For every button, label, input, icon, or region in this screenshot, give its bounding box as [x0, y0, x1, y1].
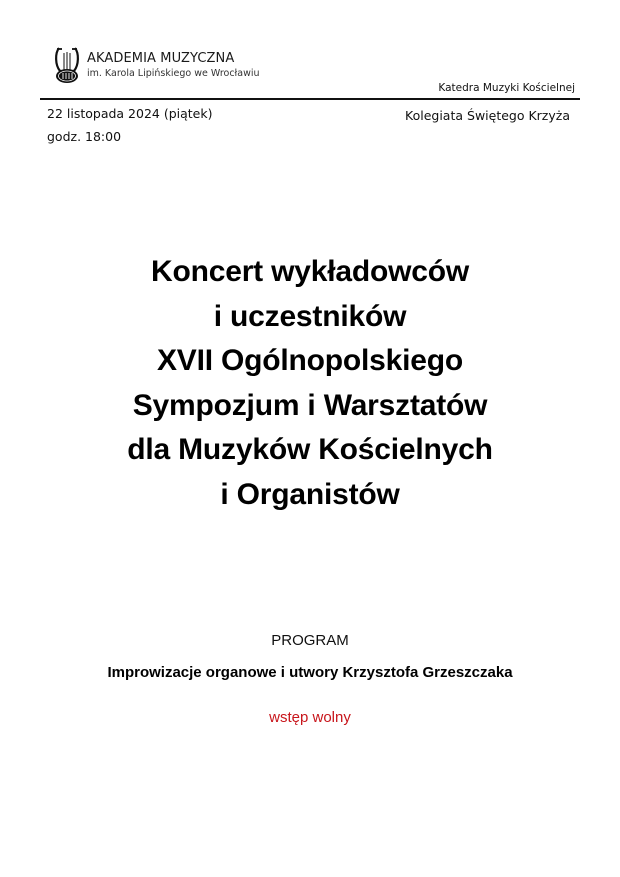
title-line: XVII Ogólnopolskiego [156, 344, 464, 377]
institution-name: AKADEMIA MUZYCZNA [87, 50, 235, 66]
title-line: dla Muzyków Kościelnych [127, 433, 493, 466]
institution-name-block [87, 52, 260, 79]
event-time: godz. 18:00 [47, 129, 122, 144]
header-divider [40, 98, 580, 100]
event-venue: Kolegiata Świętego Krzyża [405, 108, 570, 123]
admission-note: wstęp wolny [269, 709, 351, 726]
concert-title [0, 250, 620, 517]
program-heading: PROGRAM [271, 632, 349, 649]
department-name: Katedra Muzyki Kościelnej [438, 82, 575, 94]
program-description: Improwizacje organowe i utwory Krzysztofa Grzeszczaka [107, 664, 513, 681]
title-line: Koncert wykładowców [151, 255, 469, 288]
institution-subtitle: im. Karola Lipińskiego we Wrocławiu [87, 67, 260, 79]
lyre-icon [53, 45, 81, 85]
institution-logo [53, 45, 260, 85]
title-line: i uczestników [213, 299, 407, 333]
title-line: i Organistów [220, 477, 400, 511]
title-line: Sympozjum i Warsztatów [132, 388, 488, 422]
event-date: 22 listopada 2024 (piątek) [47, 106, 213, 121]
